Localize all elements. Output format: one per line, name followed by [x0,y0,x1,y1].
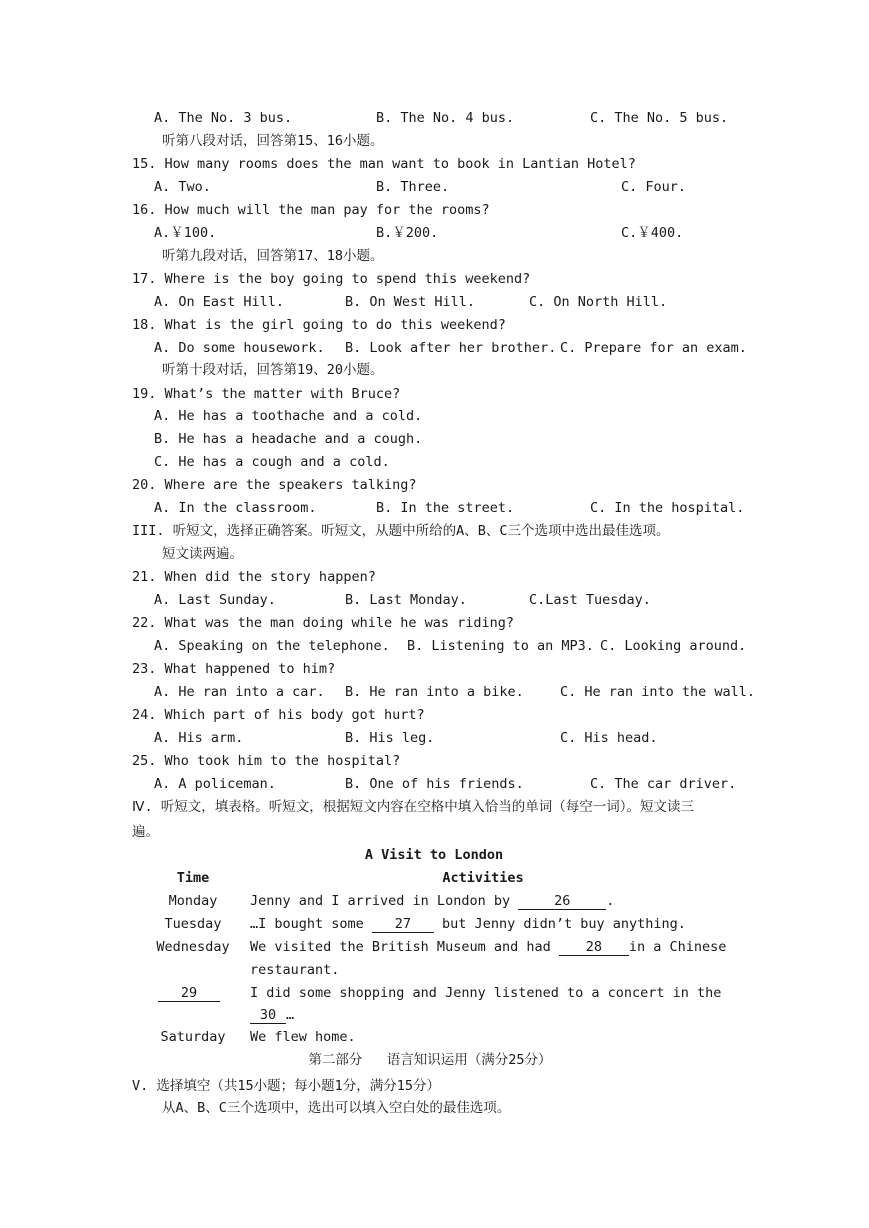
option-a: A. The No. 3 bus. [154,110,293,126]
table-row-activity-cont: 30 … [250,1006,294,1024]
option-a: A. Speaking on the telephone. [154,638,390,654]
answer-blank-30[interactable]: 30 [250,1008,286,1024]
option-c: C. Looking around. [600,638,747,654]
option-c: C. His head. [560,730,658,746]
option-a: A. In the classroom. [154,500,317,516]
option-b: B. His leg. [345,730,435,746]
answer-blank-28[interactable]: 28 [559,940,629,956]
question-18: 18. What is the girl going to do this weekend? [132,317,506,333]
option-c: C. In the hospital. [590,500,745,516]
option-b: B. Listening to an MP3. [407,638,594,654]
option-a: A. His arm. [154,730,244,746]
question-22: 22. What was the man doing while he was riding? [132,615,515,631]
option-b: B. In the street. [376,500,515,516]
part-heading-cont: 短文读两遍。 [162,546,243,562]
table-title: A Visit to London [364,847,504,863]
option-c: C. The No. 5 bus. [590,110,729,126]
question-21: 21. When did the story happen? [132,569,376,585]
column-header-activities: Activities [442,870,524,886]
part-heading: Ⅳ. 听短文，填表格。听短文，根据短文内容在空格中填入恰当的单词（每空一词）。短文读三 [132,799,694,815]
table-row-activity-cont: restaurant. [250,962,340,978]
table-row-activity: Jenny and I arrived in London by 26 . [250,893,615,909]
question-20: 20. Where are the speakers talking? [132,477,417,493]
part-heading: V. 选择填空（共15小题；每小题1分，满分15分） [132,1078,441,1094]
option-b: B. He has a headache and a cough. [154,431,423,447]
option-b: B.￥200. [376,225,439,241]
option-a: A. He has a toothache and a cold. [154,408,423,424]
table-row-day: Wednesday [156,939,230,955]
question-24: 24. Which part of his body got hurt? [132,707,425,723]
option-c: C.Last Tuesday. [529,592,651,608]
answer-blank-27[interactable]: 27 [372,917,434,933]
option-a: A. On East Hill. [154,294,285,310]
option-a: A. Two. [154,179,211,195]
option-b: B. The No. 4 bus. [376,110,515,126]
option-b: B. One of his friends. [345,776,524,792]
section-heading: 第二部分 语言知识运用（满分25分） [308,1052,552,1068]
option-c: C. The car driver. [590,776,737,792]
table-row-day: Monday [168,893,218,909]
table-row-day: Tuesday [164,916,222,932]
option-c: C. On North Hill. [529,294,668,310]
answer-blank-26[interactable]: 26 [518,894,606,910]
question-17: 17. Where is the boy going to spend this weekend? [132,271,531,287]
option-b: B. Three. [376,179,450,195]
option-b: B. Look after her brother. [345,340,557,356]
part-heading-cont: 遍。 [132,824,159,840]
option-c: C. Prepare for an exam. [560,340,747,356]
part-heading: III. 听短文，选择正确答案。听短文，从题中所给的A、B、C三个选项中选出最佳选项。 [132,523,670,539]
option-b: B. He ran into a bike. [345,684,524,700]
option-c: C.￥400. [621,225,684,241]
section-instruction: 听第八段对话，回答第15、16小题。 [162,133,384,149]
table-row-day [158,984,220,1002]
option-c: C. He ran into the wall. [560,684,756,700]
table-row-day: Saturday [160,1029,226,1045]
option-b: B. On West Hill. [345,294,476,310]
option-a: A. Do some housework. [154,340,325,356]
table-row-activity: I did some shopping and Jenny listened to a concert in the [250,985,722,1001]
question-19: 19. What’s the matter with Bruce? [132,386,401,402]
answer-blank-29[interactable]: 29 [158,986,220,1002]
question-15: 15. How many rooms does the man want to book in Lantian Hotel? [132,156,636,172]
option-a: A. A policeman. [154,776,276,792]
column-header-time: Time [176,870,210,886]
option-a: A. Last Sunday. [154,592,276,608]
option-c: C. He has a cough and a cold. [154,454,390,470]
question-23: 23. What happened to him? [132,661,336,677]
option-a: A. He ran into a car. [154,684,325,700]
table-row-activity: …I bought some 27 but Jenny didn’t buy anything. [250,916,686,932]
question-25: 25. Who took him to the hospital? [132,753,401,769]
option-c: C. Four. [621,179,687,195]
option-a: A.￥100. [154,225,217,241]
section-instruction: 听第十段对话，回答第19、20小题。 [162,362,384,378]
section-instruction: 听第九段对话，回答第17、18小题。 [162,248,384,264]
part-instruction: 从A、B、C三个选项中，选出可以填入空白处的最佳选项。 [162,1100,511,1116]
table-row-activity: We flew home. [250,1029,356,1045]
option-b: B. Last Monday. [345,592,467,608]
question-16: 16. How much will the man pay for the rooms? [132,202,490,218]
table-row-activity: We visited the British Museum and had 28 in a Chinese [250,939,727,955]
